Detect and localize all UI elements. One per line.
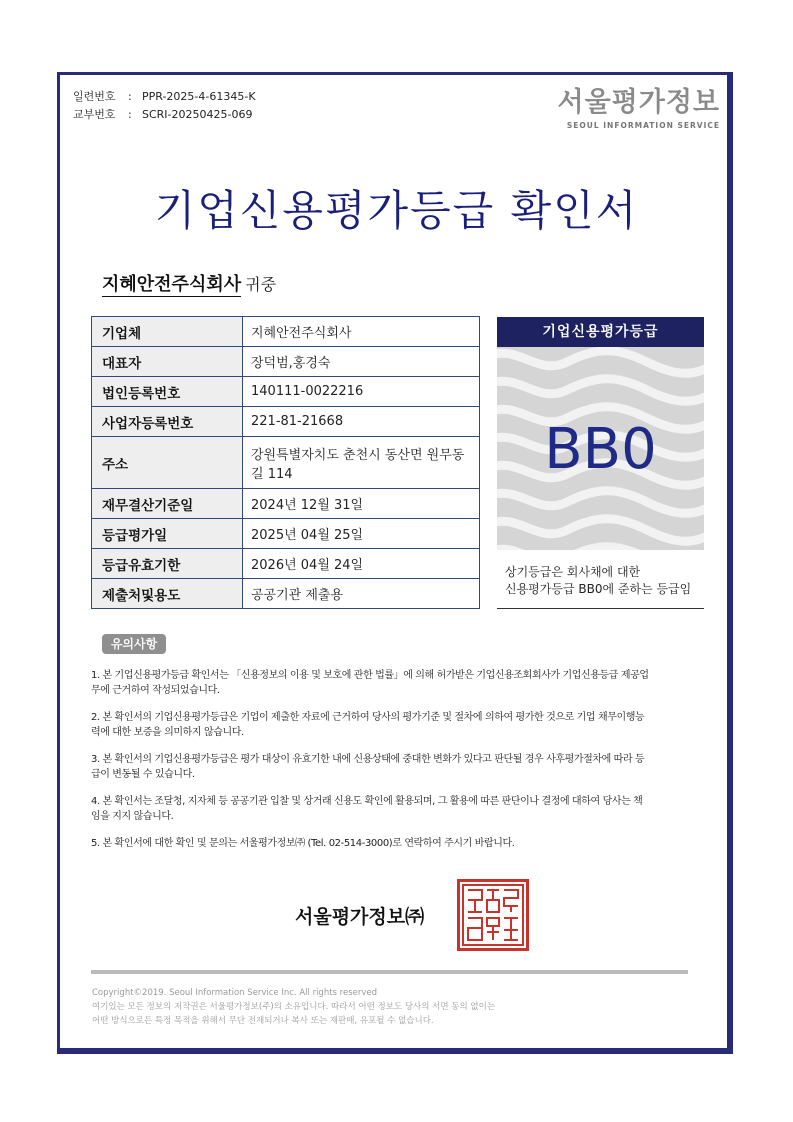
issue-separator: : [128, 108, 132, 121]
info-value: 공공기관 제출용 [243, 579, 480, 609]
info-value: 221-81-21668 [243, 407, 480, 437]
info-key: 사업자등록번호 [92, 407, 243, 437]
grade-note-line2: 신용평가등급 BB0에 준하는 등급임 [505, 582, 692, 596]
copyright-line3: 어떤 방식으로든 특정 목적을 위해서 무단 전재되거나 복사 또는 재판매, 유포될 수 없습니다. [92, 1016, 434, 1026]
info-value: 2024년 12월 31일 [243, 489, 480, 519]
notice-item: 5. 본 확인서에 대한 확인 및 문의는 서울평가정보㈜ (Tel. 02-514-3000)로 연락하여 주시기 바랍니다. [91, 838, 515, 849]
info-key: 법인등록번호 [92, 377, 243, 407]
info-value: 강원특별자치도 춘천시 동산면 원무동길 114 [243, 437, 480, 489]
info-value: 2025년 04월 25일 [243, 519, 480, 549]
info-key: 기업체 [92, 317, 243, 347]
grade-note-line1: 상기등급은 회사채에 대한 [505, 565, 641, 579]
table-row [92, 489, 480, 519]
document-title: 기업신용평가등급 확인서 [154, 186, 639, 235]
notice-badge: 유의사항 [102, 634, 166, 654]
logo-english: SEOUL INFORMATION SERVICE [566, 121, 720, 130]
logo-korean: 서울평가정보 [557, 87, 720, 118]
company-info-table [91, 316, 480, 609]
table-row [92, 317, 480, 347]
table-row [92, 347, 480, 377]
info-key: 주소 [92, 437, 243, 489]
copyright-line2: 여기있는 모든 정보의 저작권은 서울평가정보(주)의 소유입니다. 따라서 어떤 정보도 당사의 서면 동의 없이는 [92, 1002, 496, 1012]
info-key: 등급유효기한 [92, 549, 243, 579]
table-row [92, 579, 480, 609]
recipient [102, 270, 276, 296]
grade-body [497, 347, 704, 550]
notice-list [91, 668, 651, 863]
serial-numbers [73, 88, 256, 124]
table-row [92, 377, 480, 407]
table-row [92, 549, 480, 579]
grade-header: 기업신용평가등급 [497, 317, 704, 347]
grade-note [497, 550, 704, 609]
serial-value: PPR-2025-4-61345-K [142, 90, 256, 103]
notice-item: 4. 본 확인서는 조달청, 지자체 등 공공기관 입찰 및 상거래 신용도 확인에 활용되며, 그 활용에 따른 판단이나 결정에 대하여 당사는 책임을 지지 않습니다. [91, 796, 643, 822]
info-key: 등급평가일 [92, 519, 243, 549]
table-row [92, 519, 480, 549]
table-row [92, 407, 480, 437]
seal-icon [460, 882, 526, 948]
info-key: 재무결산기준일 [92, 489, 243, 519]
info-key: 제출처및용도 [92, 579, 243, 609]
serial-separator: : [128, 90, 132, 103]
copyright-notice [92, 986, 495, 1028]
grade-box [497, 317, 704, 609]
issue-value: SCRI-20250425-069 [142, 108, 253, 121]
company-seal-stamp [457, 879, 529, 951]
recipient-suffix: 귀중 [245, 275, 277, 294]
notice-item: 1. 본 기업신용평가등급 확인서는 「신용정보의 이용 및 보호에 관한 법률」에 의해 허가받은 기업신용조회회사가 기업신용등급 제공업무에 근거하여 작성되었습니다. [91, 670, 649, 696]
info-value: 2026년 04월 24일 [243, 549, 480, 579]
issue-label: 교부번호 [73, 108, 116, 121]
recipient-company: 지혜안전주식회사 [102, 274, 242, 295]
company-logo [558, 80, 721, 130]
info-value: 140111-0022216 [243, 377, 480, 407]
grade-value: BB0 [544, 417, 657, 482]
info-value: 지혜안전주식회사 [243, 317, 480, 347]
notice-item: 3. 본 확인서의 기업신용평가등급은 평가 대상이 유효기한 내에 신용상태에 중대한 변화가 있다고 판단될 경우 사후평가절차에 따라 등급이 변동될 수 있습니다. [91, 754, 645, 780]
issuer-name: 서울평가정보㈜ [295, 906, 425, 928]
footer-divider [91, 970, 688, 974]
copyright-line1: Copyright©2019. Seoul Information Service Inc. All rights reserved [92, 988, 378, 998]
table-row [92, 437, 480, 489]
serial-label: 일련번호 [73, 90, 116, 103]
info-value: 장덕범,홍경숙 [243, 347, 480, 377]
notice-item: 2. 본 확인서의 기업신용평가등급은 기업이 제출한 자료에 근거하여 당사의 평가기준 및 절차에 의하여 평가한 것으로 기업 채무이행능력에 대한 보증을 의미하지 않습니다. [91, 712, 645, 738]
info-key: 대표자 [92, 347, 243, 377]
